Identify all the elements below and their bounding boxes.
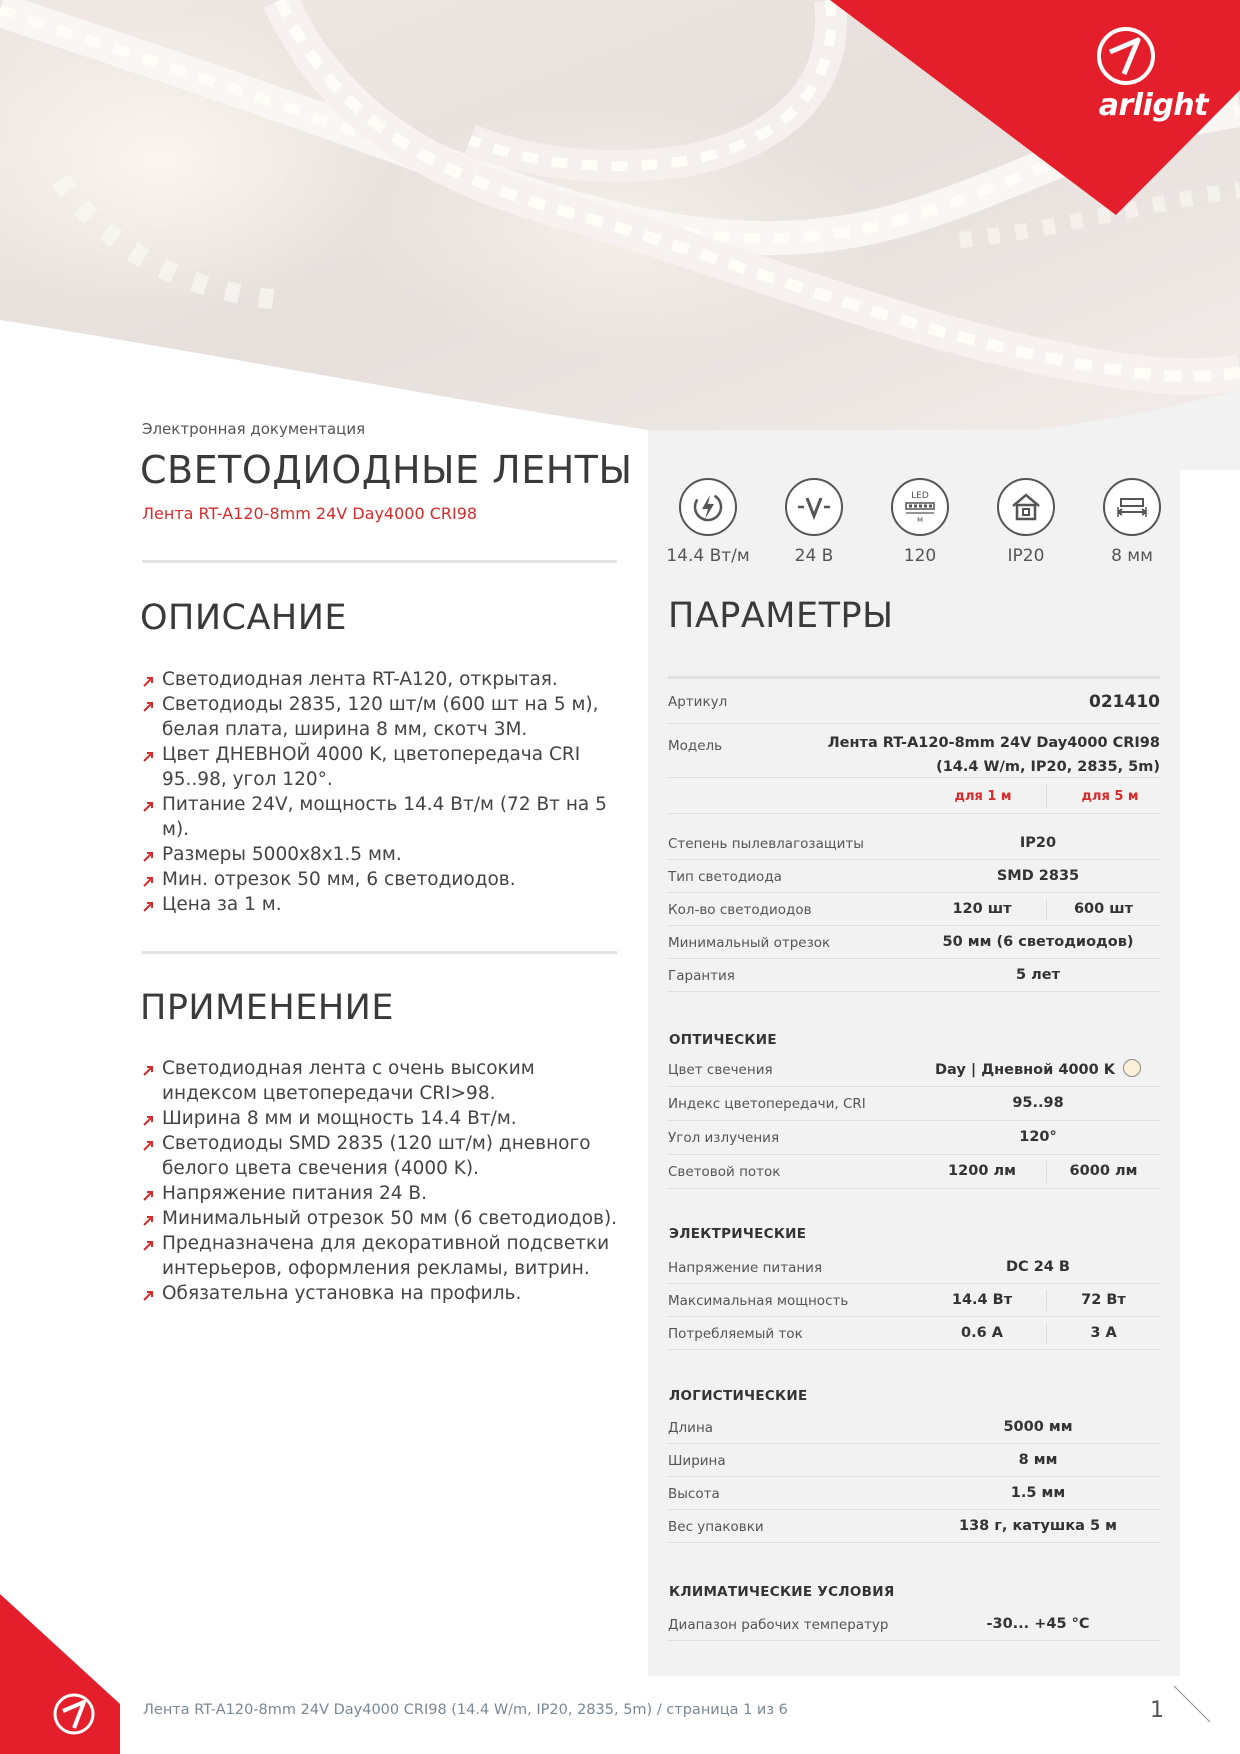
- led-icon-text: LED: [911, 491, 929, 501]
- red-arrow-icon: [142, 1215, 154, 1227]
- param-row: [668, 1411, 1160, 1444]
- page-corner-line: [1172, 1684, 1212, 1724]
- feature-voltage-label: 24 В: [794, 546, 834, 566]
- param-value: [868, 1452, 1208, 1468]
- list-item-text: Питание 24V, мощность 14.4 Вт/м (72 Вт на 5 м).: [162, 794, 607, 840]
- param-label: Высота: [668, 1486, 720, 1502]
- param-row: [668, 959, 1160, 992]
- param-value: [868, 1259, 1208, 1275]
- param-label: Степень пылевлагозащиты: [668, 836, 864, 852]
- param-label: Кол-во светодиодов: [668, 902, 812, 918]
- page-title: СВЕТОДИОДНЫЕ ЛЕНТЫ: [140, 448, 633, 492]
- params-optical: [668, 1053, 1160, 1189]
- param-value-text: 120°: [1019, 1129, 1057, 1145]
- param-value-1m: 1200 лм: [948, 1163, 1016, 1179]
- param-value-text: -30... +45 °C: [986, 1616, 1090, 1632]
- red-arrow-icon: [142, 1115, 154, 1127]
- param-label: Диапазон рабочих температур: [668, 1617, 889, 1633]
- params-electrical: [668, 1251, 1160, 1350]
- params-general: [668, 827, 1160, 992]
- param-value: [868, 1095, 1208, 1111]
- list-item-text: Предназначена для декоративной подсветки интерьеров, оформления рекламы, витрин.: [162, 1233, 610, 1279]
- divider: [142, 560, 617, 563]
- ip-rating-house-icon: [997, 478, 1055, 536]
- list-item-text: Светодиоды 2835, 120 шт/м (600 шт на 5 м), белая плата, ширина 8 мм, скотч 3M.: [162, 694, 599, 740]
- list-item: [142, 892, 622, 917]
- climate-heading: КЛИМАТИЧЕСКИЕ УСЛОВИЯ: [669, 1584, 895, 1600]
- page-number: 1: [1150, 1698, 1164, 1723]
- red-arrow-icon: [142, 851, 154, 863]
- param-row: [668, 1284, 1160, 1317]
- column-header-5m: для 5 м: [1081, 789, 1139, 804]
- param-value-text: IP20: [1019, 835, 1057, 851]
- model-value-line2: (14.4 W/m, IP20, 2835, 5m): [936, 759, 1160, 775]
- list-item-text: Обязательна установка на профиль.: [162, 1283, 522, 1304]
- param-row: [668, 1155, 1160, 1189]
- list-item: [142, 1106, 622, 1131]
- feature-power-label: 14.4 Вт/м: [666, 546, 750, 566]
- doc-label: Электронная документация: [142, 420, 366, 438]
- red-arrow-icon: [142, 1065, 154, 1077]
- param-row: [668, 1251, 1160, 1284]
- param-value-text: SMD 2835: [996, 868, 1080, 884]
- param-row: [668, 893, 1160, 926]
- param-value-1m: 0.6 А: [961, 1325, 1003, 1341]
- list-item: [142, 792, 622, 842]
- optical-heading: ОПТИЧЕСКИЕ: [669, 1032, 777, 1048]
- red-arrow-icon: [142, 1190, 154, 1202]
- hero-banner: [0, 0, 1240, 470]
- param-value-text: 95..98: [1012, 1095, 1064, 1111]
- description-list: [142, 667, 622, 917]
- param-value-text: 138 г, катушка 5 м: [959, 1518, 1117, 1534]
- list-item-text: Мин. отрезок 50 мм, 6 светодиодов.: [162, 869, 516, 890]
- product-subtitle: Лента RT-A120-8mm 24V Day4000 CRI98: [142, 504, 478, 523]
- red-arrow-icon: [142, 1240, 154, 1252]
- list-item-text: Цвет ДНЕВНОЙ 4000 K, цветопередача CRI 95..98, угол 120°.: [162, 744, 581, 790]
- param-value-text: DC 24 В: [1005, 1259, 1070, 1275]
- red-arrow-icon: [142, 751, 154, 763]
- param-value-text: 8 мм: [1018, 1452, 1058, 1468]
- param-label: Гарантия: [668, 968, 735, 984]
- params-heading: ПАРАМЕТРЫ: [668, 596, 894, 636]
- param-value: [868, 835, 1208, 851]
- param-label: Минимальный отрезок: [668, 935, 831, 951]
- footer-brand-triangle: [0, 1594, 120, 1754]
- divider: [142, 951, 617, 954]
- param-row: [668, 860, 1160, 893]
- feature-voltage: [764, 478, 864, 566]
- param-label: Индекс цветопередачи, CRI: [668, 1096, 866, 1112]
- column-header-1m: для 1 м: [954, 789, 1012, 804]
- light-color-swatch: [1123, 1059, 1141, 1077]
- red-arrow-icon: [142, 1290, 154, 1302]
- param-value: [868, 868, 1208, 884]
- param-value-5m: 3 А: [1090, 1325, 1117, 1341]
- feature-width-label: 8 мм: [1111, 546, 1153, 566]
- param-row: [668, 1510, 1160, 1543]
- param-row: [668, 1121, 1160, 1155]
- red-arrow-icon: [142, 701, 154, 713]
- param-label: Цвет свечения: [668, 1062, 773, 1078]
- param-value-5m: 72 Вт: [1081, 1292, 1126, 1308]
- param-row-columns: [668, 778, 1160, 814]
- param-label: Модель: [668, 738, 723, 754]
- param-label: Световой поток: [668, 1164, 781, 1180]
- param-row-article: [668, 679, 1160, 724]
- param-value: [868, 1061, 1208, 1079]
- feature-ip: [976, 478, 1076, 566]
- param-value-text: 5000 мм: [1003, 1419, 1073, 1435]
- red-arrow-icon: [142, 876, 154, 888]
- param-row: [668, 1087, 1160, 1121]
- application-heading: ПРИМЕНЕНИЕ: [140, 988, 394, 1028]
- width-icon: [1103, 478, 1161, 536]
- param-label: Ширина: [668, 1453, 726, 1469]
- list-item-text: Минимальный отрезок 50 мм (6 светодиодов).: [162, 1208, 618, 1229]
- red-arrow-icon: [142, 801, 154, 813]
- list-item: [142, 742, 622, 792]
- param-value: [868, 1419, 1208, 1435]
- electrical-heading: ЭЛЕКТРИЧЕСКИЕ: [669, 1226, 807, 1242]
- param-value: [868, 1616, 1208, 1632]
- params-table-head: [668, 679, 1160, 814]
- param-label: Вес упаковки: [668, 1519, 764, 1535]
- logistic-heading: ЛОГИСТИЧЕСКИЕ: [669, 1388, 808, 1404]
- param-value-text: 50 мм (6 светодиодов): [942, 934, 1134, 950]
- list-item-text: Светодиодная лента с очень высоким индексом цветопередачи CRI>98.: [162, 1058, 535, 1104]
- param-value-5m: 600 шт: [1073, 901, 1134, 917]
- feature-ip-label: IP20: [1007, 546, 1045, 566]
- param-row-model: [668, 724, 1160, 778]
- param-label: Артикул: [668, 694, 728, 710]
- params-logistic: [668, 1411, 1160, 1543]
- list-item: [142, 667, 622, 692]
- list-item-text: Светодиоды SMD 2835 (120 шт/м) дневного белого цвета свечения (4000 K).: [162, 1133, 591, 1179]
- param-value-text: Day | Дневной 4000 K: [935, 1062, 1115, 1078]
- red-arrow-icon: [142, 1140, 154, 1152]
- arlight-logo: arlight: [1098, 88, 1208, 123]
- feature-power: [658, 478, 758, 566]
- list-item: [142, 1206, 622, 1231]
- column-separator: [1046, 784, 1047, 808]
- feature-led-count: [870, 478, 970, 566]
- feature-led-count-label: 120: [903, 546, 937, 566]
- param-value-text: 1.5 мм: [1010, 1485, 1066, 1501]
- param-label: Напряжение питания: [668, 1260, 823, 1276]
- params-climate: [668, 1608, 1160, 1641]
- param-label: Потребляемый ток: [668, 1326, 803, 1342]
- article-number: 021410: [1089, 692, 1160, 712]
- param-label: Тип светодиода: [668, 869, 782, 885]
- list-item-text: Светодиодная лента RT-A120, открытая.: [162, 669, 558, 690]
- param-row: [668, 827, 1160, 860]
- list-item-text: Размеры 5000x8x1.5 мм.: [162, 844, 402, 865]
- param-row: [668, 1317, 1160, 1350]
- meter-icon-text: м: [916, 515, 924, 524]
- param-value-5m: 6000 лм: [1069, 1163, 1138, 1179]
- param-row: [668, 1444, 1160, 1477]
- list-item: [142, 842, 622, 867]
- list-item-text: Цена за 1 м.: [162, 894, 282, 915]
- list-item: [142, 1281, 622, 1306]
- voltage-icon: [785, 478, 843, 536]
- list-item: [142, 1231, 622, 1281]
- param-row: [668, 1608, 1160, 1641]
- footer-text: Лента RT-A120-8mm 24V Day4000 CRI98 (14.4 W/m, IP20, 2835, 5m) / страница 1 из 6: [143, 1702, 788, 1718]
- param-label: Угол излучения: [668, 1130, 780, 1146]
- list-item: [142, 1056, 622, 1106]
- list-item-text: Напряжение питания 24 В.: [162, 1183, 427, 1204]
- list-item: [142, 867, 622, 892]
- param-value: [868, 1485, 1208, 1501]
- feature-width: [1082, 478, 1182, 566]
- param-value: [868, 1129, 1208, 1145]
- list-item: [142, 1181, 622, 1206]
- param-row: [668, 1477, 1160, 1510]
- arlight-logo-mark: [1094, 24, 1158, 88]
- list-item: [142, 1131, 622, 1181]
- list-item: [142, 692, 622, 742]
- param-value: [868, 934, 1208, 950]
- led-per-meter-icon: [891, 478, 949, 536]
- param-value-1m: 120 шт: [952, 901, 1012, 917]
- power-icon: [679, 478, 737, 536]
- red-arrow-icon: [142, 901, 154, 913]
- param-row: [668, 926, 1160, 959]
- param-row: [668, 1053, 1160, 1087]
- param-value-text: 5 лет: [1016, 967, 1060, 983]
- param-value: [868, 967, 1208, 983]
- param-label: Длина: [668, 1420, 714, 1436]
- description-heading: ОПИСАНИЕ: [140, 598, 348, 638]
- param-label: Максимальная мощность: [668, 1293, 849, 1309]
- application-list: [142, 1056, 622, 1306]
- model-value-line1: Лента RT-A120-8mm 24V Day4000 CRI98: [827, 735, 1160, 751]
- param-value: [868, 1518, 1208, 1534]
- red-arrow-icon: [142, 676, 154, 688]
- list-item-text: Ширина 8 мм и мощность 14.4 Вт/м.: [162, 1108, 517, 1129]
- param-value-1m: 14.4 Вт: [951, 1292, 1013, 1308]
- feature-icons: [658, 478, 1178, 570]
